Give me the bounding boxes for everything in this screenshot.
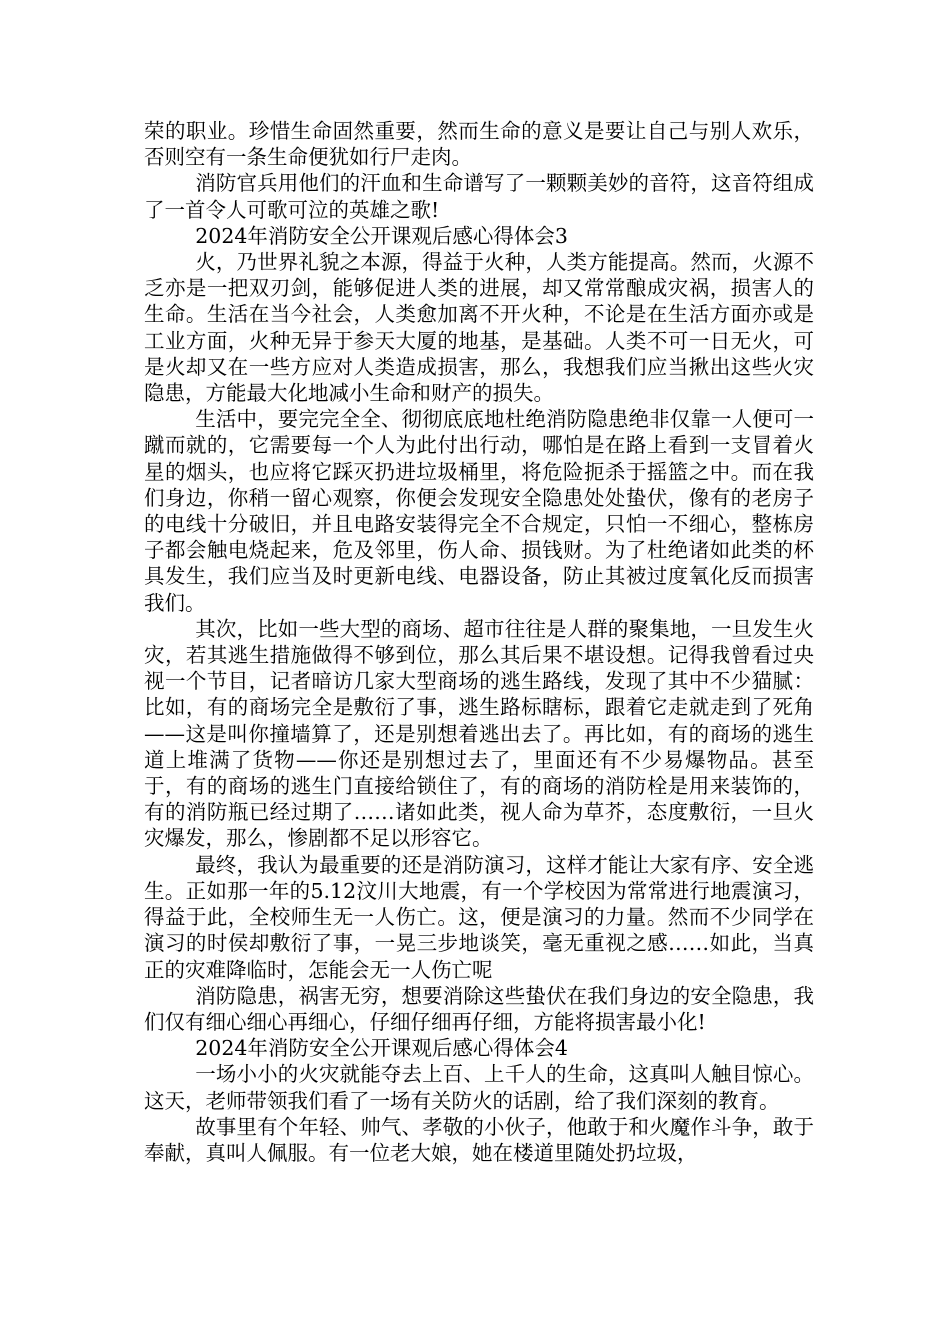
document-page bbox=[144, 118, 814, 1166]
paragraph: 最终，我认为最重要的还是消防演习，这样才能让大家有序、安全逃生。正如那一年的5.12汶川大地震，有一个学校因为常常进行地震演习，得益于此，全校师生无一人伤亡。这，便是演习的力量。然而不少同学在演习的时侯却敷衍了事，一晃三步地谈笑，毫无重视之感……如此，当真正的灾难降临时，怎能会无一人伤亡呢 bbox=[144, 852, 814, 982]
paragraph: 火，乃世界礼貌之本源，得益于火种，人类方能提高。然而，火源不乏亦是一把双刃剑，能够促进人类的进展，却又常常酿成灾祸，损害人的生命。生活在当今社会，人类愈加离不开火种，不论是在生活方面亦或是工业方面，火种无异于参天大厦的地基，是基础。人类不可一日无火，可是火却又在一些方应对人类造成损害，那么，我想我们应当揪出这些火灾隐患，方能最大化地减小生命和财产的损失。 bbox=[144, 250, 814, 406]
section-heading: 2024年消防安全公开课观后感心得体会3 bbox=[195, 223, 568, 248]
paragraph: 消防隐患，祸害无穷，想要消除这些蛰伏在我们身边的安全隐患，我们仅有细心细心再细心，仔细仔细再仔细，方能将损害最小化! bbox=[144, 983, 814, 1034]
section-heading: 2024年消防安全公开课观后感心得体会4 bbox=[195, 1036, 568, 1061]
paragraph-continuation: 荣的职业。珍惜生命固然重要，然而生命的意义是要让自己与别人欢乐，否则空有一条生命便犹如行尸走肉。 bbox=[144, 119, 814, 170]
paragraph: 消防官兵用他们的汗血和生命谱写了一颗颗美妙的音符，这音符组成了一首令人可歌可泣的英雄之歌! bbox=[144, 171, 814, 222]
paragraph: 一场小小的火灾就能夺去上百、上千人的生命，这真叫人触目惊心。这天，老师带领我们看了一场有关防火的话剧，给了我们深刻的教育。 bbox=[144, 1062, 814, 1113]
paragraph: 其次，比如一些大型的商场、超市往往是人群的聚集地，一旦发生火灾，若其逃生措施做得不够到位，那么其后果不堪设想。记得我曾看过央视一个节目，记者暗访几家大型商场的逃生路线，发现了其中不少猫腻：比如，有的商场完全是敷衍了事，逃生路标瞎标，跟着它走就走到了死角——这是叫你撞墙算了，还是别想着逃出去了。再比如，有的商场的逃生道上堆满了货物——你还是别想过去了，里面还有不少易爆物品。甚至于，有的商场的逃生门直接给锁住了，有的商场的消防栓是用来装饰的，有的消防瓶已经过期了……诸如此类，视人命为草芥，态度敷衍，一旦火灾爆发，那么，惨剧都不足以形容它。 bbox=[144, 616, 814, 851]
paragraph: 故事里有个年轻、帅气、孝敬的小伙子，他敢于和火魔作斗争，敢于奉献，真叫人佩服。有一位老大娘，她在楼道里随处扔垃圾， bbox=[144, 1114, 814, 1165]
paragraph: 生活中，要完完全全、彻彻底底地杜绝消防隐患绝非仅靠一人便可一蹴而就的，它需要每一个人为此付出行动，哪怕是在路上看到一支冒着火星的烟头，也应将它踩灭扔进垃圾桶里，将危险扼杀于摇篮之中。而在我们身边，你稍一留心观察，你便会发现安全隐患处处蛰伏，像有的老房子的电线十分破旧，并且电路安装得完全不合规定，只怕一不细心，整栋房子都会触电烧起来，危及邻里，伤人命、损钱财。为了杜绝诸如此类的杯具发生，我们应当及时更新电线、电器设备，防止其被过度氧化反而损害我们。 bbox=[144, 407, 814, 615]
